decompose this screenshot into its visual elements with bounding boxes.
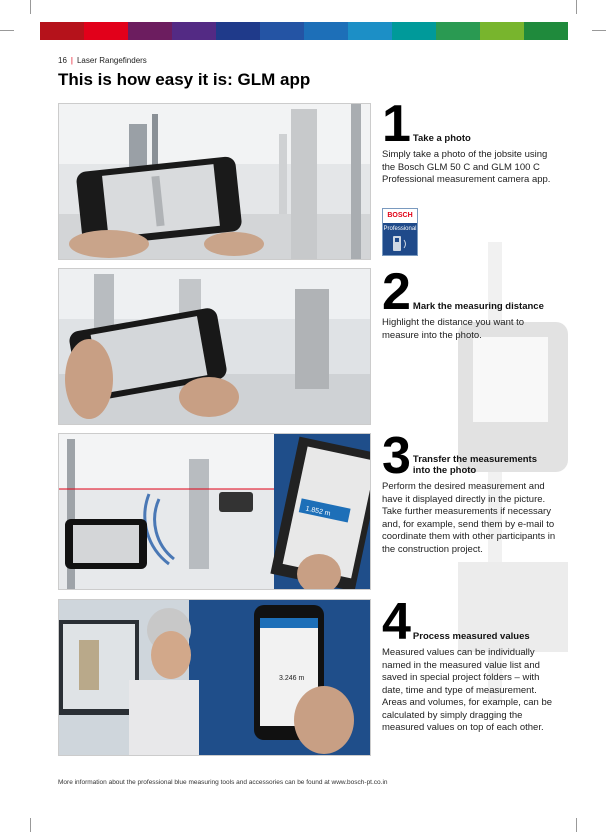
step-1	[382, 95, 562, 187]
color-stripe-segment	[128, 22, 172, 40]
step-title: Transfer the measurements into the photo	[412, 454, 538, 476]
step-3	[382, 427, 562, 556]
rangefinder-icon	[391, 236, 409, 252]
crop-mark	[30, 818, 31, 832]
color-stripe-segment	[392, 22, 436, 40]
step-description: Simply take a photo of the jobsite using the Bosch GLM 50 C and GLM 100 C Professional measurement camera app.	[382, 149, 551, 185]
crop-mark	[576, 818, 577, 832]
photo-step-1	[58, 103, 371, 260]
color-stripe-segment	[84, 22, 128, 40]
photo4-readout: 3.246 m	[279, 675, 305, 682]
step-title: Take a photo	[412, 133, 471, 144]
page-header	[58, 56, 147, 65]
step-title: Mark the measuring distance	[412, 301, 544, 312]
color-stripe-segment	[260, 22, 304, 40]
color-stripe-segment	[480, 22, 524, 40]
footer-note: More information about the professional blue measuring tools and accessories can be found at www.bosch-pt.co.in	[58, 779, 388, 786]
color-stripe-segment	[348, 22, 392, 40]
step-number: 3	[382, 427, 411, 485]
step-number: 1	[382, 95, 411, 153]
color-stripe-segment	[172, 22, 216, 40]
crop-mark	[592, 30, 606, 31]
section-name: Laser Rangefinders	[76, 56, 147, 65]
step-description: Highlight the distance you want to measure into the photo.	[382, 317, 525, 341]
step-number: 2	[382, 263, 411, 321]
color-stripe-segment	[216, 22, 260, 40]
crop-mark	[576, 0, 577, 14]
step-4	[382, 593, 562, 735]
color-stripe-segment	[304, 22, 348, 40]
page-number: 16	[58, 56, 67, 65]
bosch-app-badge	[382, 208, 418, 256]
color-stripe	[40, 22, 568, 40]
photo-step-2	[58, 268, 371, 425]
step-2	[382, 263, 562, 342]
crop-mark	[30, 0, 31, 14]
badge-brand: BOSCH	[383, 209, 417, 223]
header-separator: |	[70, 56, 73, 65]
crop-mark	[0, 30, 14, 31]
photo-step-4	[58, 599, 371, 756]
color-stripe-segment	[436, 22, 480, 40]
brochure-page	[40, 22, 568, 795]
step-number: 4	[382, 593, 411, 651]
page-title: This is how easy it is: GLM app	[58, 70, 311, 89]
step-title: Process measured values	[412, 631, 530, 642]
step-description: Measured values can be individually named in the measured value list and saved in special project folders – with date, time and type of measurement. Areas and volumes, for example, can be calculated by simply dragging the measured values on top of each other.	[382, 647, 553, 733]
color-stripe-segment	[524, 22, 568, 40]
photo-step-3	[58, 433, 371, 590]
step-description: Perform the desired measurement and have it displayed directly in the picture. Take further measurements if necessary and, for example, send them by e-mail to coordinate them with other participants in the construction project.	[382, 481, 556, 555]
photo3-readout: 1.852 m	[304, 505, 332, 518]
color-stripe-segment	[40, 22, 84, 40]
badge-label: Professional	[383, 226, 417, 232]
